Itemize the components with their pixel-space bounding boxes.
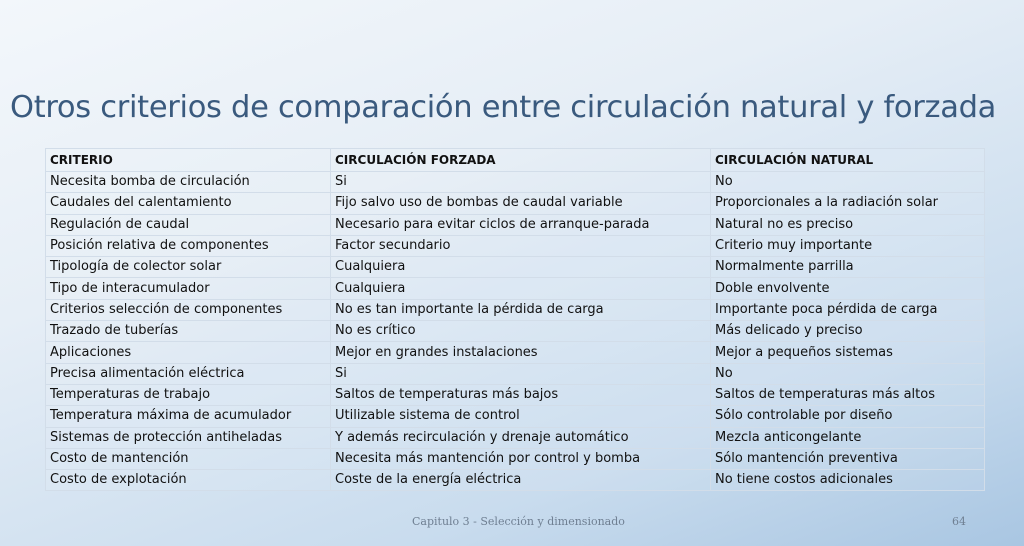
cell-natural: Proporcionales a la radiación solar bbox=[711, 193, 985, 214]
table-row bbox=[46, 342, 985, 363]
table-row bbox=[46, 406, 985, 427]
comparison-table-container bbox=[45, 148, 984, 491]
header-criterio: CRITERIO bbox=[46, 149, 331, 172]
cell-forzada: Necesario para evitar ciclos de arranque-parada bbox=[331, 214, 711, 235]
table-row bbox=[46, 427, 985, 448]
cell-criterio: Regulación de caudal bbox=[46, 214, 331, 235]
cell-criterio: Tipo de interacumulador bbox=[46, 278, 331, 299]
cell-forzada: Factor secundario bbox=[331, 235, 711, 256]
header-circulacion-forzada: CIRCULACIÓN FORZADA bbox=[331, 149, 711, 172]
cell-criterio: Costo de explotación bbox=[46, 470, 331, 491]
comparison-table bbox=[45, 148, 985, 491]
cell-criterio: Sistemas de protección antiheladas bbox=[46, 427, 331, 448]
table-row bbox=[46, 172, 985, 193]
cell-criterio: Caudales del calentamiento bbox=[46, 193, 331, 214]
cell-natural: Criterio muy importante bbox=[711, 235, 985, 256]
header-circulacion-natural: CIRCULACIÓN NATURAL bbox=[711, 149, 985, 172]
cell-forzada: Cualquiera bbox=[331, 278, 711, 299]
cell-criterio: Trazado de tuberías bbox=[46, 321, 331, 342]
table-row bbox=[46, 214, 985, 235]
slide-title: Otros criterios de comparación entre circulación natural y forzada bbox=[10, 90, 997, 125]
cell-forzada: Cualquiera bbox=[331, 257, 711, 278]
table-row bbox=[46, 299, 985, 320]
table-row bbox=[46, 363, 985, 384]
cell-natural: Sólo mantención preventiva bbox=[711, 448, 985, 469]
cell-forzada: No es tan importante la pérdida de carga bbox=[331, 299, 711, 320]
cell-forzada: Necesita más mantención por control y bomba bbox=[331, 448, 711, 469]
cell-forzada: Fijo salvo uso de bombas de caudal variable bbox=[331, 193, 711, 214]
cell-natural: No tiene costos adicionales bbox=[711, 470, 985, 491]
cell-natural: Importante poca pérdida de carga bbox=[711, 299, 985, 320]
table-row bbox=[46, 321, 985, 342]
table-row bbox=[46, 384, 985, 405]
table-row bbox=[46, 448, 985, 469]
cell-forzada: Saltos de temperaturas más bajos bbox=[331, 384, 711, 405]
cell-natural: Más delicado y preciso bbox=[711, 321, 985, 342]
cell-natural: Mezcla anticongelante bbox=[711, 427, 985, 448]
cell-criterio: Precisa alimentación eléctrica bbox=[46, 363, 331, 384]
cell-natural: Natural no es preciso bbox=[711, 214, 985, 235]
table-row bbox=[46, 278, 985, 299]
footer-chapter: Capitulo 3 - Selección y dimensionado bbox=[412, 515, 625, 528]
table-row bbox=[46, 193, 985, 214]
cell-forzada: Y además recirculación y drenaje automático bbox=[331, 427, 711, 448]
cell-forzada: Coste de la energía eléctrica bbox=[331, 470, 711, 491]
table-row bbox=[46, 470, 985, 491]
cell-natural: No bbox=[711, 363, 985, 384]
cell-criterio: Costo de mantención bbox=[46, 448, 331, 469]
cell-criterio: Criterios selección de componentes bbox=[46, 299, 331, 320]
cell-criterio: Temperatura máxima de acumulador bbox=[46, 406, 331, 427]
cell-natural: Saltos de temperaturas más altos bbox=[711, 384, 985, 405]
cell-forzada: Si bbox=[331, 172, 711, 193]
cell-natural: Doble envolvente bbox=[711, 278, 985, 299]
cell-natural: No bbox=[711, 172, 985, 193]
cell-criterio: Necesita bomba de circulación bbox=[46, 172, 331, 193]
cell-forzada: Mejor en grandes instalaciones bbox=[331, 342, 711, 363]
cell-forzada: Si bbox=[331, 363, 711, 384]
table-row bbox=[46, 235, 985, 256]
slide-number: 64 bbox=[952, 515, 966, 528]
cell-natural: Sólo controlable por diseño bbox=[711, 406, 985, 427]
cell-criterio: Temperaturas de trabajo bbox=[46, 384, 331, 405]
table-header-row bbox=[46, 149, 985, 172]
cell-criterio: Aplicaciones bbox=[46, 342, 331, 363]
cell-criterio: Posición relativa de componentes bbox=[46, 235, 331, 256]
table-row bbox=[46, 257, 985, 278]
cell-natural: Normalmente parrilla bbox=[711, 257, 985, 278]
cell-criterio: Tipología de colector solar bbox=[46, 257, 331, 278]
cell-forzada: Utilizable sistema de control bbox=[331, 406, 711, 427]
cell-natural: Mejor a pequeños sistemas bbox=[711, 342, 985, 363]
cell-forzada: No es crítico bbox=[331, 321, 711, 342]
